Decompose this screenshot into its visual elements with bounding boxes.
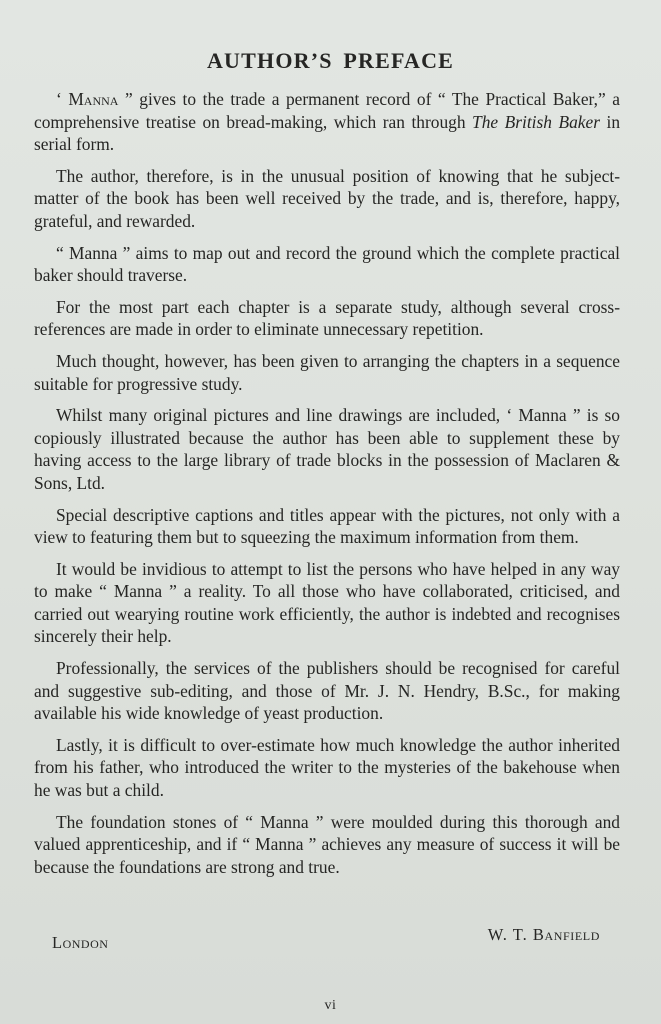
paragraph-8: It would be invidious to attempt to list the persons who have helped in any way to make “ Manna ” a reality. To all those who have collaborated, criticised, and carried out wearying routine work efficiently, the author is indebted and recognises sincerely their help. [34, 558, 620, 647]
paragraph-3: “ Manna ” aims to map out and record the ground which the complete practical baker should traverse. [34, 242, 620, 286]
paragraph-5: Much thought, however, has been given to arranging the chapters in a sequence suitable for progressive study. [34, 350, 620, 394]
signature-place: London [52, 933, 109, 952]
manna-small-caps: ‘ Manna [56, 89, 119, 109]
page-number: vi [324, 998, 337, 1013]
paragraph-7: Special descriptive captions and titles appear with the pictures, not only with a view to featuring them but to squeezing the maximum information from them. [34, 504, 620, 548]
author-surname: Banfield [532, 925, 600, 944]
signature-row [52, 925, 600, 953]
paragraph-1-tail: in serial form. [34, 111, 621, 155]
paragraph-2: The author, therefore, is in the unusual position of knowing that he subject-matter of the book has been well received by the trade, and is, therefore, happy, grateful, and rewarded. [34, 165, 620, 231]
preface-body [34, 88, 620, 887]
paragraph-1 [34, 88, 620, 156]
paragraph-10: Lastly, it is difficult to over-estimate how much knowledge the author inherited from his father, who introduced the writer to the mysteries of the bakehouse when he was but a child. [34, 734, 620, 801]
paragraph-6: Whilst many original pictures and line drawings are included, ‘ Manna ” is so copiously illustrated because the author has been able to supplement these by having access to the large library of trade blocks in the possession of Maclaren & Sons, Ltd. [34, 405, 620, 493]
paragraph-1-text: ” gives to the trade a permanent record of “ The Practical Baker,” a comprehensive treatise on bread-making, which ran through [34, 89, 620, 132]
page-title: AUTHOR’S PREFACE [206, 47, 455, 73]
author-initials: W. T. [487, 925, 533, 944]
paragraph-11: The foundation stones of “ Manna ” were moulded during this thorough and valued apprenticeship, and if “ Manna ” achieves any measure of success it will be because the foundations are strong and true. [34, 811, 620, 877]
signature-author [488, 925, 600, 945]
paragraph-9: Professionally, the services of the publishers should be recognised for careful and suggestive sub-editing, and those of Mr. J. N. Hendry, B.Sc., for making available his wide knowledge of yeast production. [34, 658, 620, 724]
paragraph-4: For the most part each chapter is a separate study, although several cross-references are made in order to eliminate unnecessary repetition. [34, 296, 620, 340]
publication-title: The British Baker [472, 111, 600, 132]
